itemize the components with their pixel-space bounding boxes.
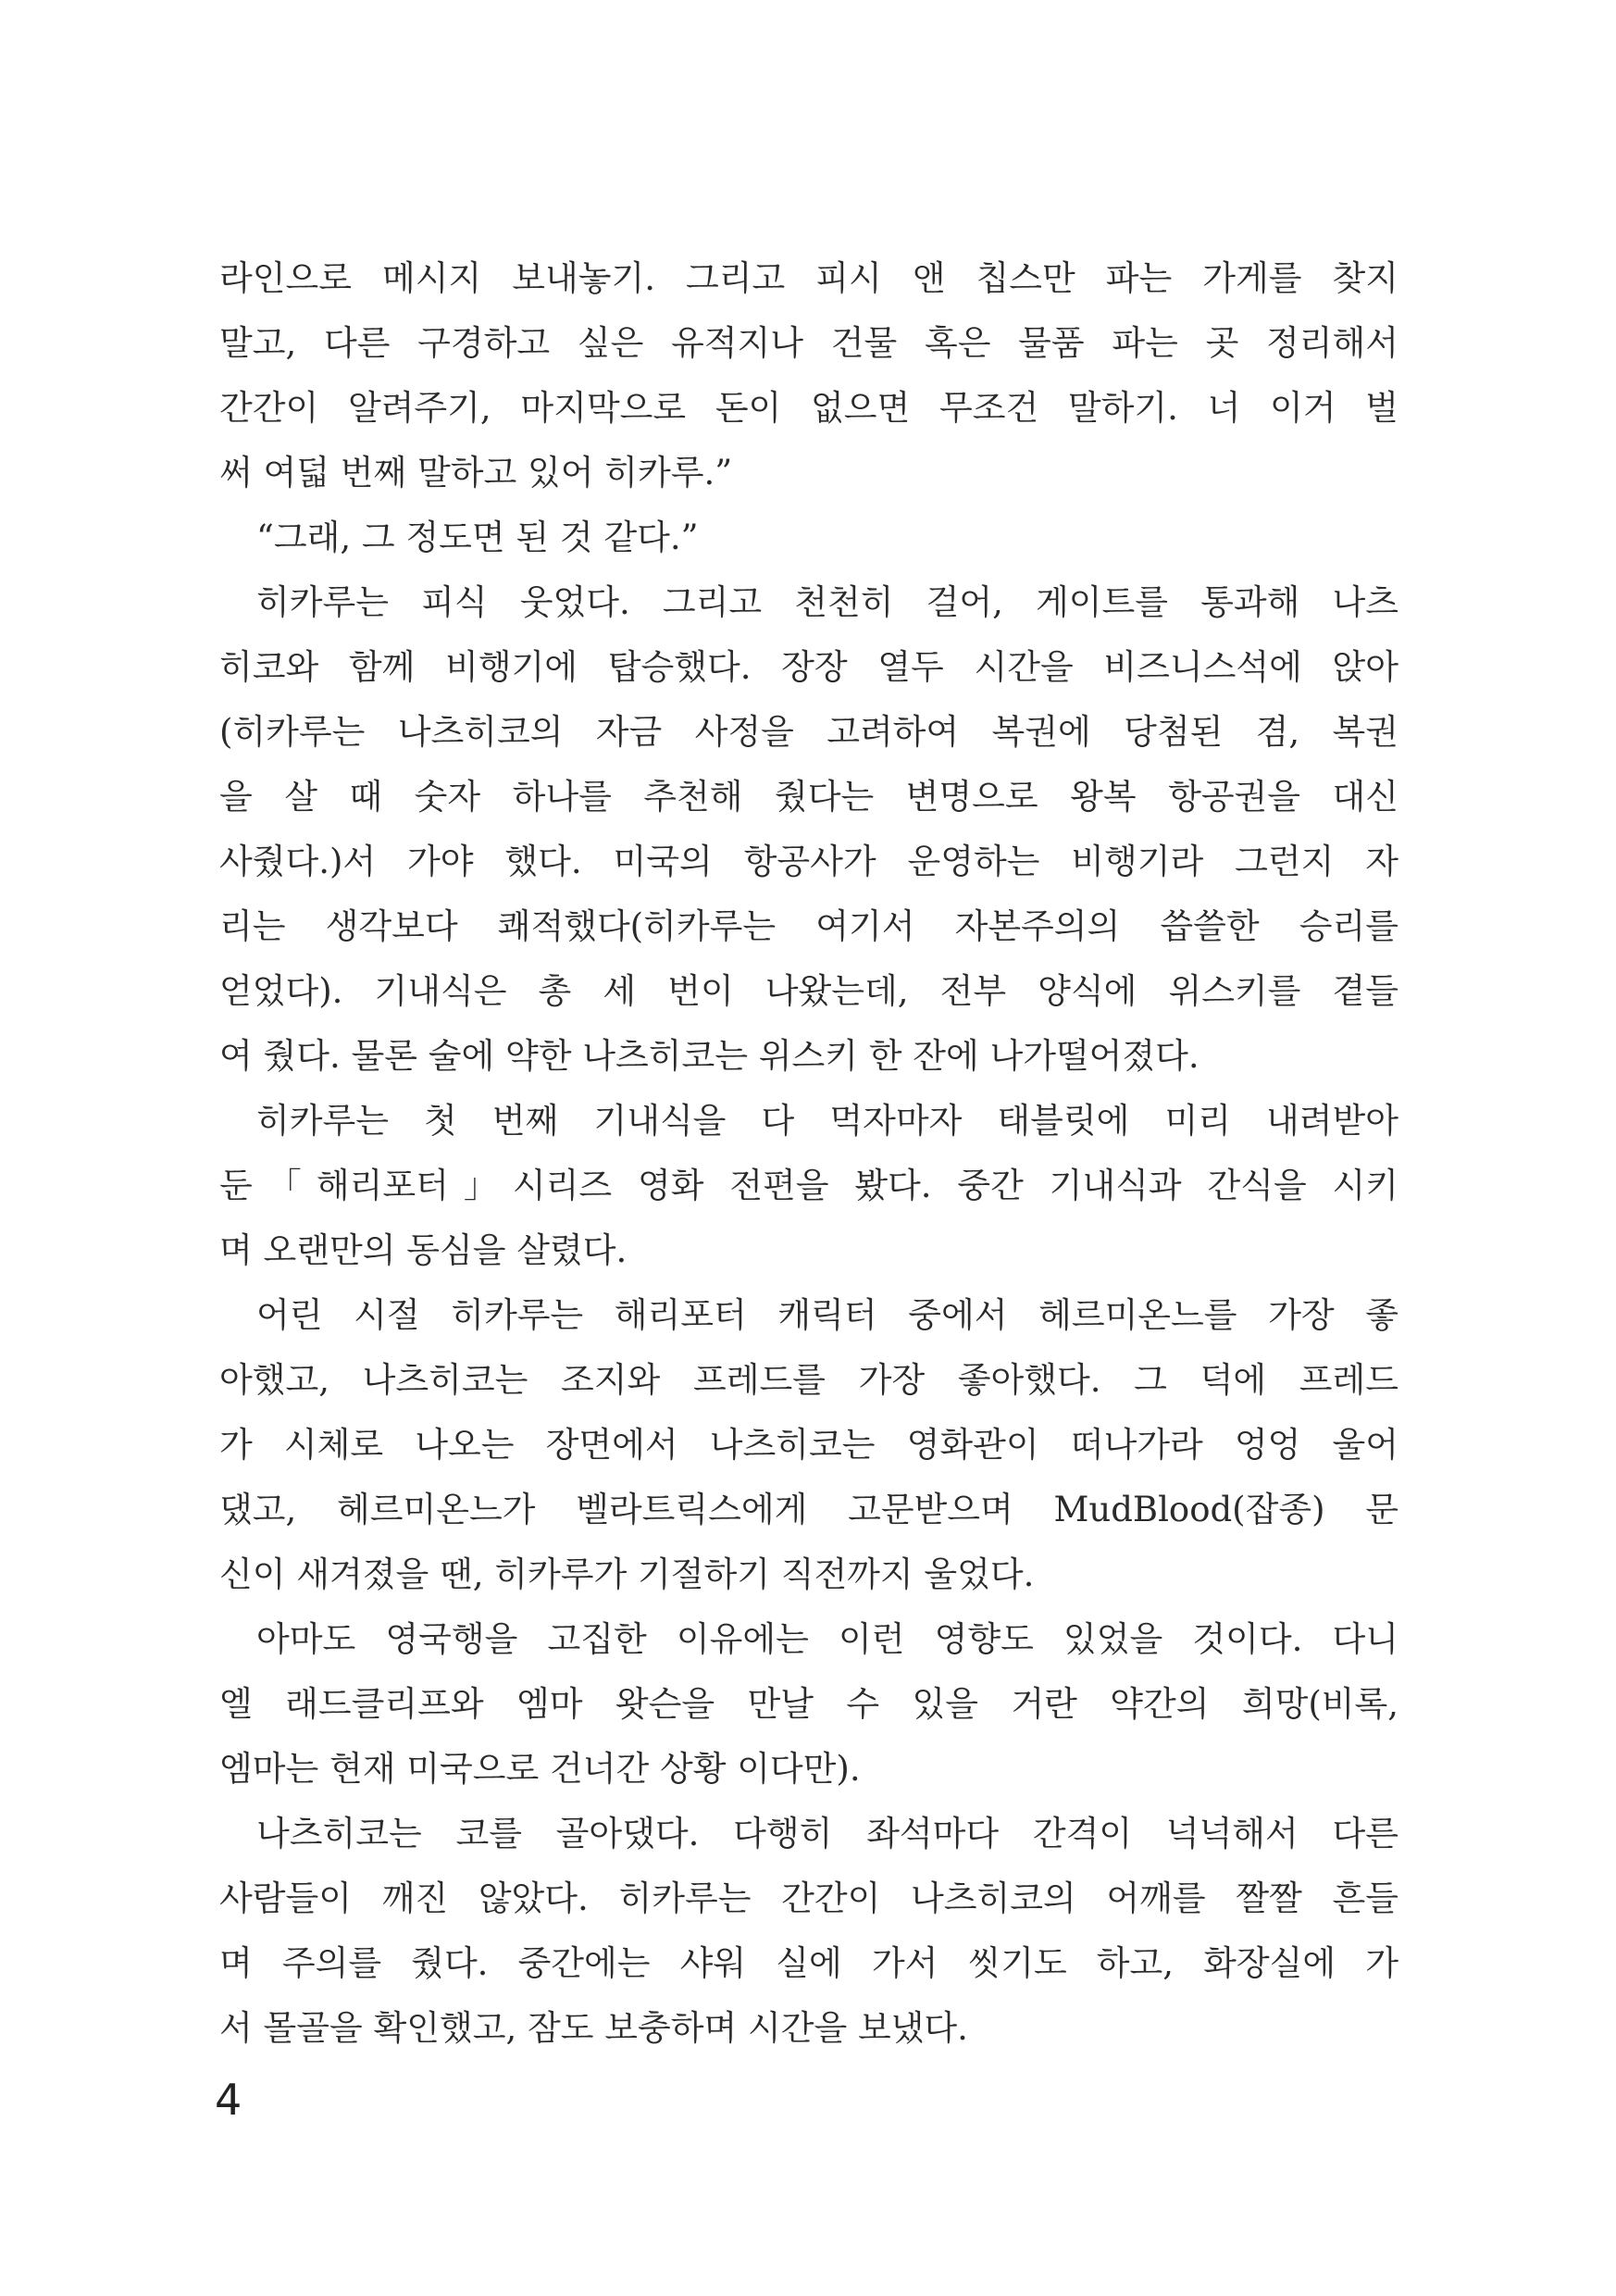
text-line: 둔「해리포터」시리즈 영화 전편을 봤다. 중간 기내식과 간식을 시키 [219,1166,1398,1205]
text-line: 엠마는 현재 미국으로 건너간 상황 이다만). [219,1749,861,1789]
text-line: 며 주의를 줬다. 중간에는 샤워 실에 가서 씻기도 하고, 화장실에 가 [219,1943,1398,1983]
text-line: 가 시체로 나오는 장면에서 나츠히코는 영화관이 떠나가라 엉엉 울어 [219,1425,1398,1465]
text-line: 어린 시절 히카루는 해리포터 캐릭터 중에서 헤르미온느를 가장 좋 [256,1295,1398,1335]
text-line: 라인으로 메시지 보내놓기. 그리고 피시 앤 칩스만 파는 가게를 찾지 [219,258,1398,298]
text-line: 써 여덟 번째 말하고 있어 히카루.” [219,453,733,493]
text-line: 얻었다). 기내식은 총 세 번이 나왔는데, 전부 양식에 위스키를 곁들 [219,971,1398,1011]
text-line: 아마도 영국행을 고집한 이유에는 이런 영향도 있었을 것이다. 다니 [256,1619,1398,1659]
text-line: 엘 래드클리프와 엠마 왓슨을 만날 수 있을 거란 약간의 희망(비록, [219,1684,1398,1724]
text-line: 히카루는 피식 웃었다. 그리고 천천히 걸어, 게이트를 통과해 나츠 [256,582,1398,622]
text-line: 댔고, 헤르미온느가 벨라트릭스에게 고문받으며 MudBlood(잡종) 문 [219,1490,1398,1529]
text-line: 간간이 알려주기, 마지막으로 돈이 없으면 무조건 말하기. 너 이거 벌 [219,388,1398,428]
text-line: “그래, 그 정도면 된 것 같다.” [256,518,699,557]
text-line: 사줬다.)서 가야 했다. 미국의 항공사가 운영하는 비행기라 그런지 자 [219,842,1398,881]
text-line: 히코와 함께 비행기에 탑승했다. 장장 열두 시간을 비즈니스석에 앉아 [219,647,1398,687]
text-line: 리는 생각보다 쾌적했다(히카루는 여기서 자본주의의 씁쓸한 승리를 [219,906,1398,946]
text-line: 히카루는 첫 번째 기내식을 다 먹자마자 태블릿에 미리 내려받아 [256,1101,1398,1141]
text-line: 아했고, 나츠히코는 조지와 프레드를 가장 좋아했다. 그 덕에 프레드 [219,1360,1398,1400]
body-text [219,246,1398,2061]
text-line: 며 오랜만의 동심을 살렸다. [219,1230,628,1270]
text-line: 사람들이 깨진 않았다. 히카루는 간간이 나츠히코의 어깨를 짤짤 흔들 [219,1878,1398,1918]
text-line: (히카루는 나츠히코의 자금 사정을 고려하여 복권에 당첨된 겸, 복권 [219,712,1398,752]
text-line: 말고, 다른 구경하고 싶은 유적지나 건물 혹은 물품 파는 곳 정리해서 [219,323,1398,363]
text-line: 나츠히코는 코를 골아댔다. 다행히 좌석마다 간격이 넉넉해서 다른 [256,1814,1398,1853]
text-line: 여 줬다. 물론 술에 약한 나츠히코는 위스키 한 잔에 나가떨어졌다. [219,1036,1200,1076]
text-line: 서 몰골을 확인했고, 잠도 보충하며 시간을 보냈다. [219,2008,968,2048]
text-line: 신이 새겨졌을 땐, 히카루가 기절하기 직전까지 울었다. [219,1554,1035,1594]
page-number: 4 [215,2075,242,2125]
text-line: 을 살 때 숫자 하나를 추천해 줬다는 변명으로 왕복 항공권을 대신 [219,777,1398,817]
